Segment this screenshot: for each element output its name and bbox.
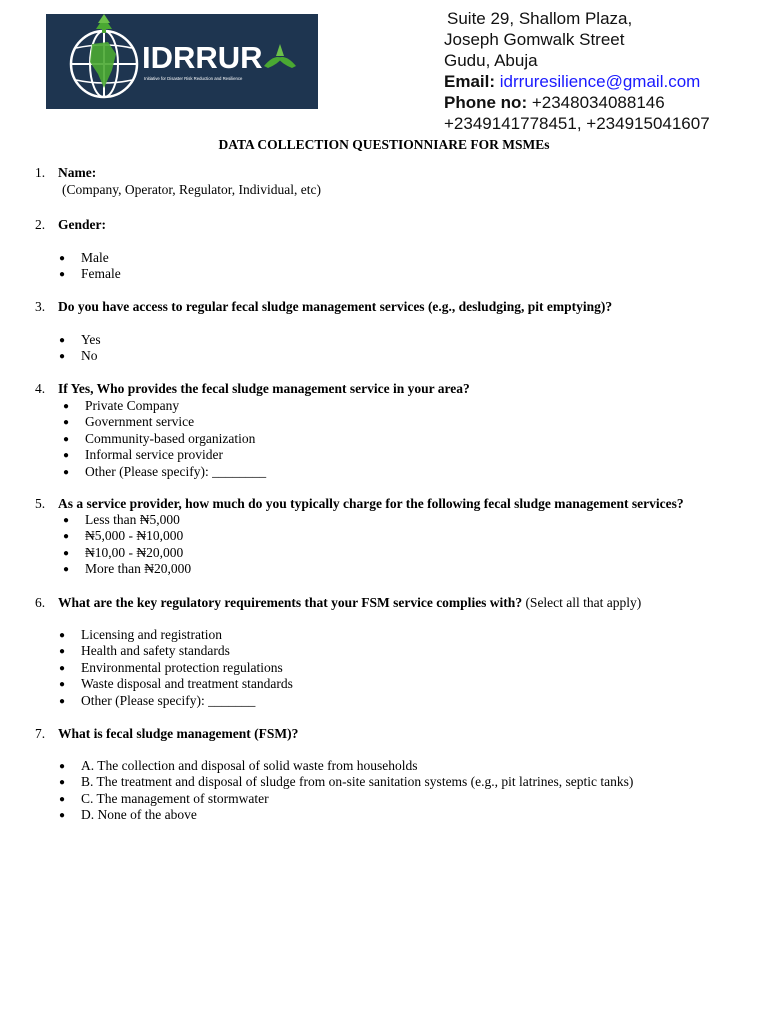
question-3-options (59, 332, 101, 365)
option-other[interactable]: ● Other (Please specify): ________ (63, 464, 266, 480)
bullet-icon: ● (59, 793, 66, 805)
option-environmental[interactable]: ● Environmental protection regulations (59, 660, 293, 676)
address-line-2: Joseph Gomwalk Street (444, 30, 625, 49)
question-4 (35, 381, 470, 397)
option-10000-20000[interactable]: ● ₦10,00 - ₦20,000 (63, 545, 191, 561)
bullet-icon: ● (59, 810, 66, 822)
phone-line (444, 92, 710, 113)
bullet-icon: ● (59, 662, 66, 674)
question-label: Gender: (58, 217, 106, 232)
question-label: As a service provider, how much do you typically charge for the following fecal sludge management services? (58, 496, 684, 511)
question-label: What is fecal sludge management (FSM)? (58, 726, 299, 741)
option-d[interactable]: ● D. None of the above (59, 807, 633, 823)
bullet-icon: ● (63, 531, 70, 543)
option-licensing[interactable]: ● Licensing and registration (59, 627, 293, 643)
phone-label: Phone no: (444, 93, 528, 112)
bullet-icon: ● (63, 564, 70, 576)
tree-icon (96, 14, 112, 33)
bullet-icon: ● (63, 515, 70, 526)
bullet-icon: ● (59, 761, 66, 772)
page-title: DATA COLLECTION QUESTIONNIARE FOR MSMEs (218, 137, 550, 152)
email-line (444, 71, 710, 92)
question-number: 5. (35, 496, 46, 511)
bullet-icon: ● (63, 401, 70, 412)
option-c[interactable]: ● C. The management of stormwater (59, 791, 633, 807)
option-yes[interactable]: ● Yes (59, 332, 101, 348)
option-community-organization[interactable]: ● Community-based organization (63, 431, 266, 447)
question-4-options (63, 398, 266, 480)
bullet-icon: ● (59, 646, 66, 658)
bullet-icon: ● (63, 417, 70, 429)
bullet-icon: ● (63, 547, 70, 559)
option-health-safety[interactable]: ● Health and safety standards (59, 643, 293, 659)
option-a[interactable]: ● A. The collection and disposal of solid waste from households (59, 758, 633, 774)
address-line-1: Suite 29, Shallom Plaza, (447, 9, 633, 28)
bullet-icon: ● (59, 253, 66, 264)
option-informal-provider[interactable]: ● Informal service provider (63, 447, 266, 463)
option-waste-disposal[interactable]: ● Waste disposal and treatment standards (59, 676, 293, 692)
bullet-icon: ● (59, 777, 66, 789)
question-3 (35, 299, 612, 315)
option-female[interactable]: ● Female (59, 266, 121, 282)
bullet-icon: ● (63, 450, 70, 462)
question-6 (35, 595, 641, 611)
option-no[interactable]: ● No (59, 348, 101, 364)
bullet-icon: ● (59, 679, 66, 691)
bullet-icon: ● (63, 466, 70, 478)
phone-value: +2348034088146 (531, 93, 665, 112)
question-7-options (59, 758, 633, 824)
bullet-icon: ● (59, 269, 66, 281)
question-number: 3. (35, 299, 46, 314)
phone-extra: +2349141778451, +234915041607 (444, 114, 710, 133)
question-number: 7. (35, 726, 46, 741)
option-less-than-5000[interactable]: ● Less than ₦5,000 (63, 512, 191, 528)
question-2-options (59, 250, 121, 283)
question-label: If Yes, Who provides the fecal sludge management service in your area? (58, 381, 470, 396)
bullet-icon: ● (59, 630, 66, 641)
question-1-note: (Company, Operator, Regulator, Individual, etc) (62, 182, 321, 197)
question-2 (35, 217, 106, 233)
question-label: Name: (58, 165, 97, 180)
question-instruction: (Select all that apply) (522, 595, 642, 610)
question-5 (35, 496, 684, 512)
email-label: Email: (444, 72, 496, 91)
question-number: 2. (35, 217, 46, 232)
option-more-than-20000[interactable]: ● More than ₦20,000 (63, 561, 191, 577)
email-link[interactable]: idrruresilience@gmail.com (499, 72, 701, 91)
question-label: What are the key regulatory requirements that your FSM service complies with? (58, 595, 523, 610)
hands-icon (264, 44, 296, 68)
address-line-3: Gudu, Abuja (444, 51, 538, 70)
option-5000-10000[interactable]: ● ₦5,000 - ₦10,000 (63, 528, 191, 544)
bullet-icon: ● (59, 351, 66, 363)
question-number: 6. (35, 595, 46, 610)
option-male[interactable]: ● Male (59, 250, 121, 266)
question-1 (35, 165, 96, 181)
idrrur-logo (46, 14, 318, 109)
bullet-icon: ● (59, 335, 66, 346)
question-number: 1. (35, 165, 46, 180)
question-number: 4. (35, 381, 46, 396)
question-label: Do you have access to regular fecal sludge management services (e.g., desludging, pit emptying)? (58, 299, 613, 314)
question-7 (35, 726, 298, 742)
question-6-options (59, 627, 293, 709)
logo-tagline: Initiative for Disaster Risk Reduction and Resilience (144, 76, 243, 81)
bullet-icon: ● (59, 695, 66, 707)
contact-block (444, 8, 710, 134)
logo-wordmark: IDRRUR (142, 40, 263, 75)
option-government-service[interactable]: ● Government service (63, 414, 266, 430)
globe-icon (71, 31, 137, 97)
question-5-options (63, 512, 191, 578)
bullet-icon: ● (63, 433, 70, 445)
option-other[interactable]: ● Other (Please specify): _______ (59, 693, 293, 709)
option-b[interactable]: ● B. The treatment and disposal of sludge from on-site sanitation systems (e.g., pit latrines, septic tanks) (59, 774, 633, 790)
option-private-company[interactable]: ● Private Company (63, 398, 266, 414)
